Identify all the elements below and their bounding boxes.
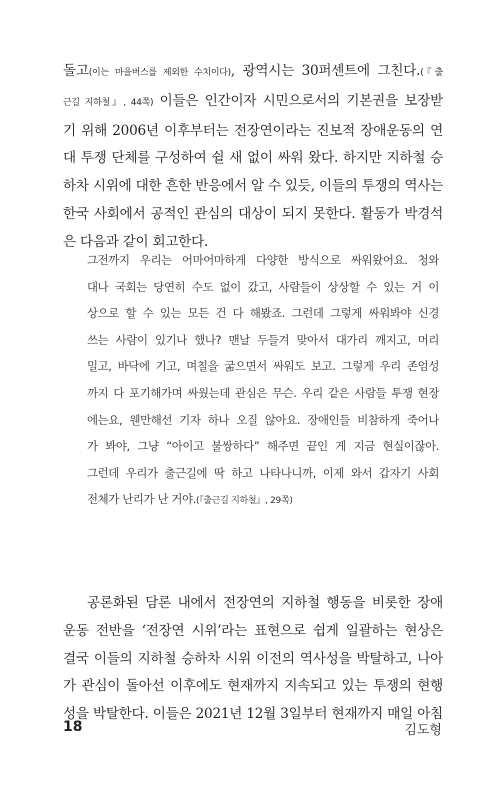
text-line: 운동 전반을 ‘전장연 시위’라는 표현으로 쉽게 일괄하는 현상은 [63,622,443,639]
citation: 근길 지하철』, 44쪽) [63,97,154,108]
quote-line: 밀고, 바닥에 기고, 며칠을 굶으면서 싸워도 보고. 그렇게 우리 존엄성 [87,359,439,374]
quote-line: 가 봐야, 그냥 “아이고 불쌍하다” 해주면 끝인 게 지금 현실이잖아. [87,439,439,454]
quote-line: 그전까지 우리는 어마어마하게 다양한 방식으로 싸워왔어요. 청와 [87,253,439,267]
quote-line [87,486,439,515]
text-line: 하차 시위에 대한 흔한 반응에서 알 수 있듯, 이들의 투쟁의 역사는 [63,178,443,195]
page-number: 18 [63,719,83,735]
text-line: 성을 박탈한다. 이들은 2021년 12월 3일부터 현재까지 매일 아침 [63,706,443,723]
text-line: 기 위해 2006년 이후부터는 전장연이라는 진보적 장애운동의 연 [63,122,443,139]
text-line: 결국 이들의 지하철 승하차 시위 이전의 역사성을 박탈하고, 나아 [63,650,443,667]
citation: (『출근길 지하철』, 29쪽) [195,496,293,507]
quote-line: 까지 다 포기해가며 싸웠는데 관심은 무슨. 우리 같은 사람들 투쟁 현장 [87,385,439,400]
body-paragraph [63,58,443,257]
text-line: 한국 사회에서 공적인 관심의 대상이 되지 못한다. 활동가 박경석 [63,205,443,222]
text-span: 이들은 인간이자 시민으로서의 기본권을 보장받 [153,92,443,109]
running-footer-author: 김도형 [404,723,442,738]
text-span: 돌고 [63,63,89,79]
body-paragraph [63,590,443,729]
quote-line: 대나 국회는 당연히 수도 없이 갔고, 사람들이 상상할 수 있는 거 이 [87,279,439,294]
text-line [63,88,443,118]
text-line: 은 다음과 같이 회고한다. [63,233,209,250]
quote-line: 쓰는 사람이 있기나 했나? 맨날 두들겨 맞아서 대가리 깨지고, 머리 [87,332,439,347]
text-line [63,58,443,88]
text-line: 공론화된 담론 내에서 전장연의 지하철 행동을 비롯한 장애 [87,595,443,611]
parenthetical-note: (이는 마을버스를 제외한 수치이다) [88,68,231,78]
citation: (『출 [420,68,443,78]
block-quote [87,247,439,515]
text-line: 대 투쟁 단체를 구성하여 쉴 새 없이 싸워 왔다. 하지만 지하철 승 [63,150,443,167]
quote-line: 상으로 할 수 있는 모든 건 다 해봤죠. 그런데 그렇게 싸워봐야 신경 [87,306,439,321]
quote-line: 그런데 우리가 출근길에 딱 하고 나타나니까, 이제 와서 갑자기 사회 [87,465,439,480]
text-span: , 광역시는 30퍼센트에 그친다. [230,63,421,79]
quote-line: 에는요, 웬만해선 기자 하나 오질 않아요. 장애인들 비참하게 죽어나 [87,412,439,427]
text-span: 전체가 난리가 난 거야. [87,492,196,507]
text-line: 가 관심이 돌아선 이후에도 현재까지 지속되고 있는 투쟁의 현행 [63,678,443,695]
